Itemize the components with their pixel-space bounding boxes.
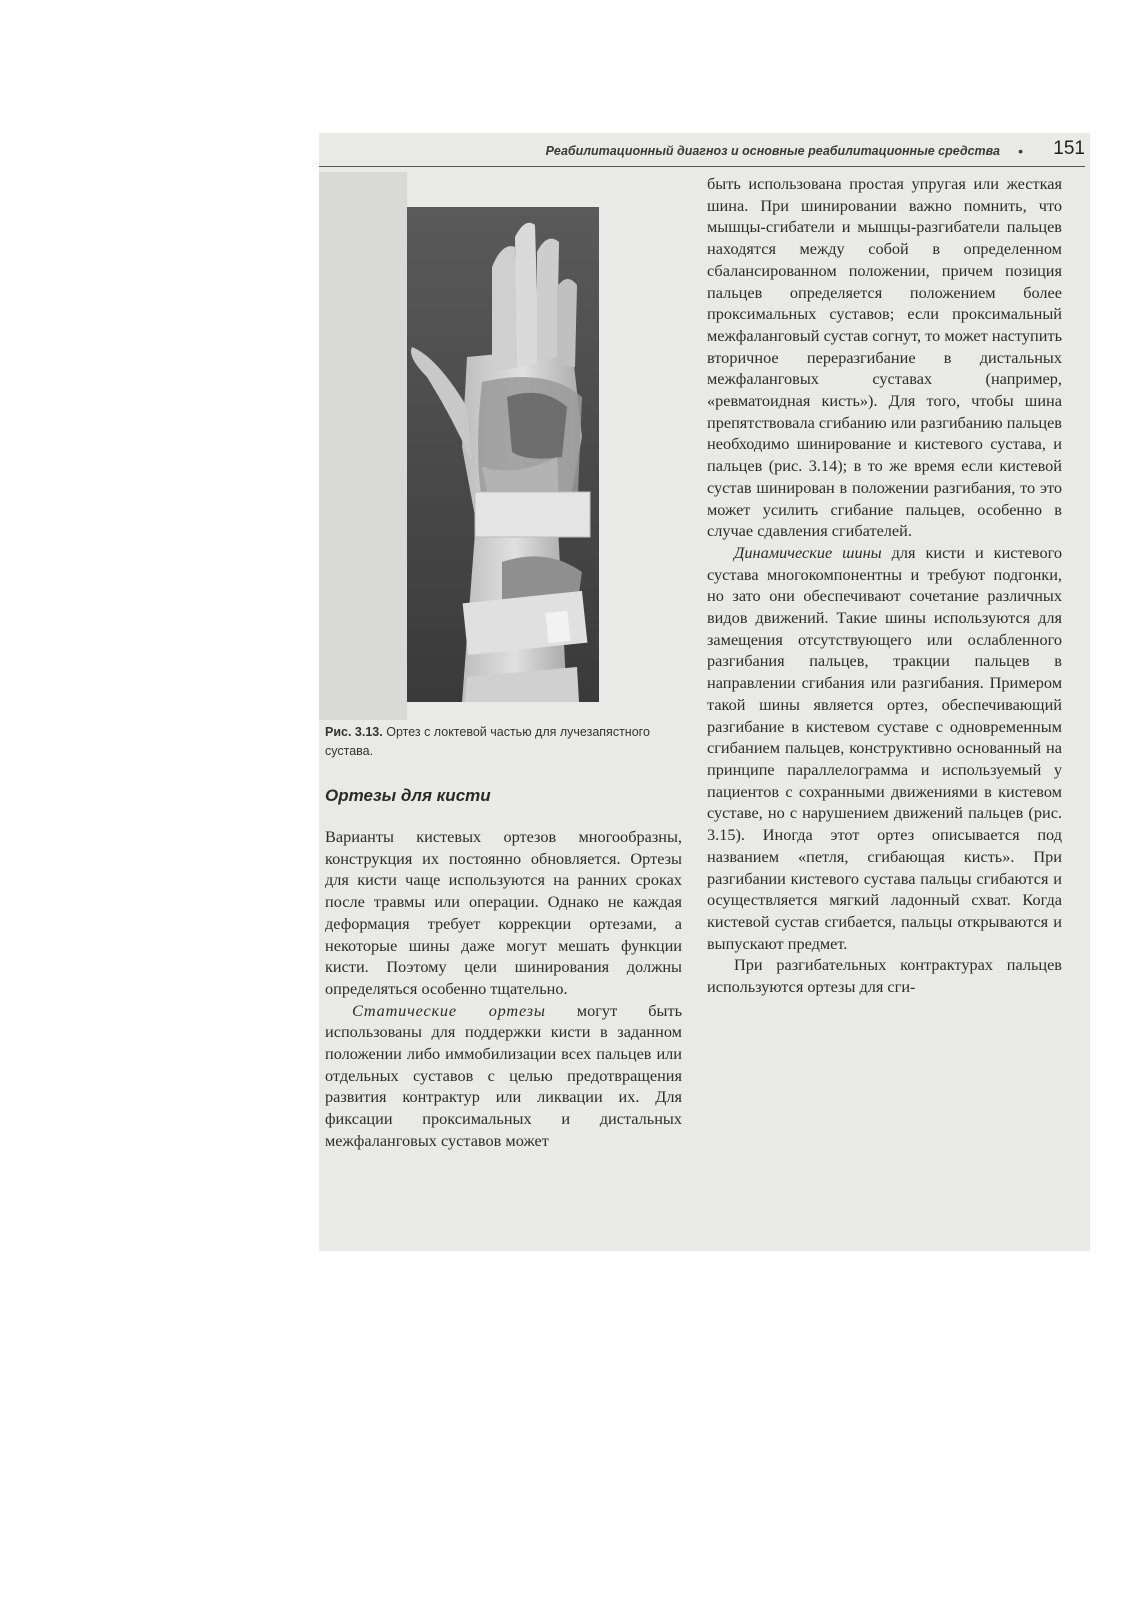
static-orthoses-term: Статические ортезы xyxy=(352,1000,546,1020)
orthosis-illustration xyxy=(407,207,599,702)
right-column xyxy=(707,173,1062,998)
right-paragraph-2 xyxy=(707,542,1062,954)
orthosis-photo xyxy=(407,207,599,702)
header-bullet: • xyxy=(1018,143,1023,159)
right-paragraph-3: При разгибательных контрактурах пальцев используются ортезы для сги- xyxy=(707,955,1062,997)
photo-background xyxy=(319,172,407,720)
right-paragraph-2-text: для кисти и кистевого сустава многокомпонентны и требуют подгонки, но зато они обеспечивают сочетание различных видов движений. Такие шины используются для замещения отсутствующего или ослабленного разгибания пальцев, тракции пальцев в направлении сгибания или разгибания. Примером такой шины является ортез, обеспечивающий разгибание в кистевом суставе с одновременным сгибанием пальцев, конструктивно основанный на принципе параллелограмма и используемый у пациентов с сохранными движениями в кистевом суставе, но с нарушением движений пальцев (рис. 3.15). Иногда этот ортез описывается под названием «петля, сгибающая кисть». При разгибании кистевого сустава пальцы сгибаются и осуществляется мягкий ладонный схват. Когда кистевой сустав сгибается, пальцы открываются и выпускают предмет. xyxy=(707,542,1063,953)
left-paragraph-1: Варианты кистевых ортезов многообразны, конструкция их постоянно обновляется. Ортезы для кисти чаще используются на ранних сроках после травмы или операции. Однако не каждая деформация требует коррекции ортезами, а некоторые шины даже могут мешать функции кисти. Поэтому цели шинирования должны определяться особенно тщательно. xyxy=(325,827,682,998)
right-paragraph-1: быть использована простая упругая или жесткая шина. При шинировании важно помнить, что мышцы-сгибатели и мышцы-разгибатели пальцев находятся между собой в определенном сбалансированном положении, причем позиция пальцев определяется положением более проксимальных суставов; если проксимальный межфаланговый сустав согнут, то может наступить вторичное переразгибание в дистальных межфаланговых суставах (например, «ревматоидная кисть»). Для того, чтобы шина препятствовала сгибанию или разгибанию пальцев необходимо шинирование и кистевого сустава, и пальцев (рис. 3.14); в то же время если кистевой сустав шинирован в положении разгибания, то это может усилить сгибание пальцев, особенно в случае сдавления сгибателей. xyxy=(707,174,1062,541)
left-paragraph-2 xyxy=(325,1000,682,1152)
figure-caption-text: Ортез с локтевой частью для лучезапястного сустава. xyxy=(325,725,650,758)
running-header xyxy=(319,136,1085,167)
dynamic-splints-term: Динамические шины xyxy=(734,542,882,562)
left-column xyxy=(325,826,682,1152)
left-paragraph-2-text: могут быть использованы для поддержки кисти в заданном положении либо иммобилизации всех пальцев или отдельных суставов с целью предотвращения развития контрактур или ликвации их. Для фиксации проксимальных и дистальных межфаланговых суставов может xyxy=(325,1000,682,1150)
figure-label: Рис. 3.13. xyxy=(325,725,383,739)
running-title: Реабилитационный диагноз и основные реабилитационные средства xyxy=(545,144,1000,158)
figure-caption xyxy=(325,723,685,761)
section-heading: Ортезы для кисти xyxy=(325,786,491,805)
page-number: 151 xyxy=(1053,138,1085,159)
